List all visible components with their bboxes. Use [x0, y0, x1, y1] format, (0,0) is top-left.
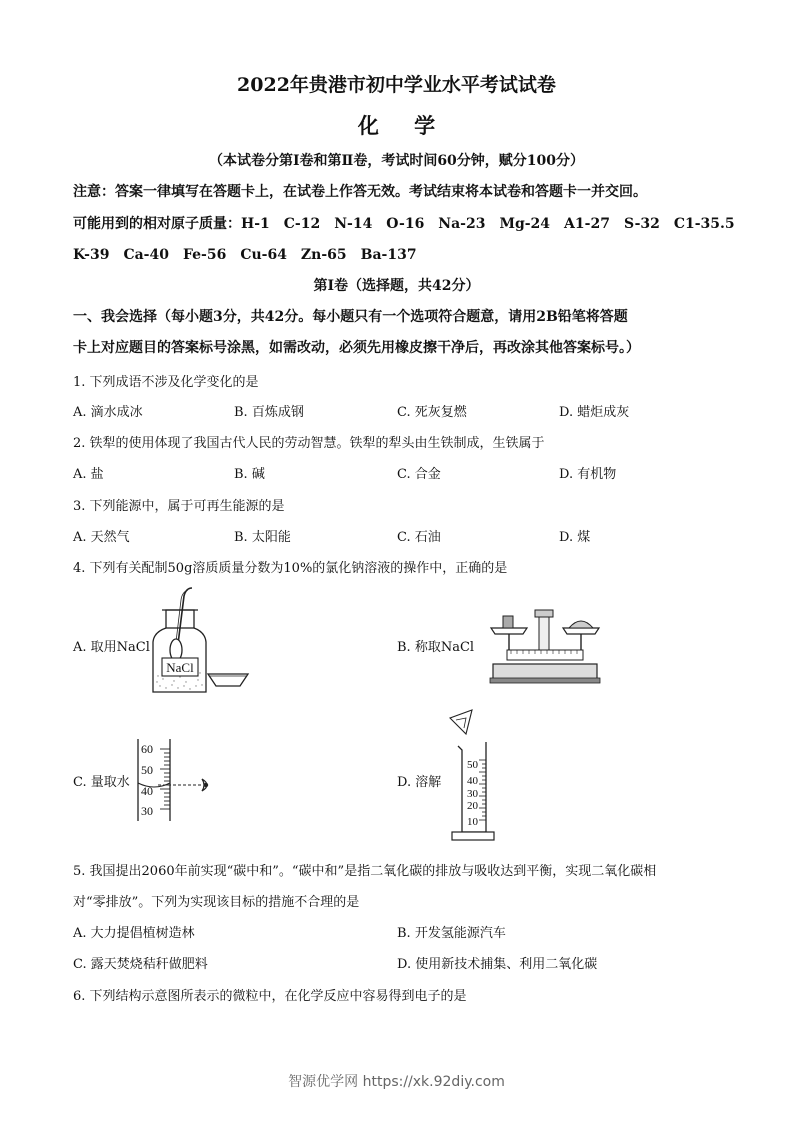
cylinder-d-tick-40: 40: [467, 775, 478, 787]
question-4-option-b[interactable]: B. 称取NaCl: [397, 640, 475, 655]
section-instruction-line-2: 卡上对应题目的答案标号涂黑，如需改动，必须先用橡皮擦干净后，再改涂其他答案标号。）: [73, 340, 640, 356]
cylinder-d-tick-10: 10: [467, 816, 478, 828]
part-title: 第Ⅰ卷（选择题，共42分）: [313, 278, 480, 294]
question-2-stem: 2. 铁犁的使用体现了我国古代人民的劳动智慧。铁犁的犁头由生铁制成，生铁属于: [73, 436, 545, 451]
right-pan-icon: [563, 628, 599, 634]
balance-base-icon: [493, 664, 597, 680]
salt-pile-icon: [569, 621, 593, 628]
atomic-mass-line-2: K-39 Ca-40 Fe-56 Cu-64 Zn-65 Ba-137: [73, 247, 417, 263]
cylinder-d-tick-30: 30: [467, 788, 478, 800]
weight-icon: [503, 616, 513, 628]
cylinder-d-tick-50: 50: [467, 759, 478, 771]
question-3-option-b[interactable]: B. 太阳能: [234, 530, 291, 545]
question-4-option-c[interactable]: C. 量取水: [73, 775, 130, 790]
footer-watermark: 智源优学网 https://xk.92diy.com: [288, 1074, 505, 1090]
question-3-stem: 3. 下列能源中，属于可再生能源的是: [73, 499, 285, 514]
question-2-option-c[interactable]: C. 合金: [397, 467, 441, 482]
question-2-option-d[interactable]: D. 有机物: [559, 467, 617, 482]
section-instruction-line-1: 一、我会选择（每小题3分，共42分。每小题只有一个选项符合题意，请用2B铅笔将答题: [73, 309, 628, 325]
question-5-option-d[interactable]: D. 使用新技术捕集、利用二氧化碳: [397, 957, 598, 972]
bottle-label-text: NaCl: [166, 660, 194, 675]
balance-figure: [487, 604, 603, 686]
exam-notice: 注意：答案一律填写在答题卡上，在试卷上作答无效。考试结束将本试卷和答题卡一并交回。: [73, 184, 647, 200]
spoon-handle-icon: [178, 588, 192, 644]
cylinder-c-tick-40: 40: [141, 784, 153, 798]
cylinder-d-tick-20: 20: [467, 800, 478, 812]
question-1-stem: 1. 下列成语不涉及化学变化的是: [73, 375, 259, 390]
cylinder-c-figure: [136, 737, 220, 825]
question-2-option-a[interactable]: A. 盐: [73, 467, 104, 482]
question-3-option-c[interactable]: C. 石油: [397, 530, 441, 545]
bottle-figure: [148, 584, 258, 696]
cylinder-c-tick-50: 50: [141, 763, 153, 777]
question-3-option-d[interactable]: D. 煤: [559, 530, 591, 545]
question-1-option-a[interactable]: A. 滴水成冰: [73, 405, 143, 420]
exam-title: 2022年贵港市初中学业水平考试试卷: [237, 74, 556, 96]
question-5-option-c[interactable]: C. 露天焚烧秸秆做肥料: [73, 957, 208, 972]
question-4-option-d[interactable]: D. 溶解: [397, 775, 442, 790]
question-2-option-b[interactable]: B. 碱: [234, 467, 265, 482]
cylinder-c-tick-60: 60: [141, 742, 153, 756]
exam-info: （本试卷分第Ⅰ卷和第Ⅱ卷，考试时间60分钟，赋分100分）: [208, 153, 585, 169]
question-5-option-b[interactable]: B. 开发氢能源汽车: [397, 926, 506, 941]
question-4-stem: 4. 下列有关配制50g溶质质量分数为10%的氯化钠溶液的操作中，正确的是: [73, 561, 508, 576]
exam-subject: 化 学: [357, 113, 450, 138]
question-5-stem-line-1: 5. 我国提出2060年前实现“碳中和”。“碳中和”是指二氧化碳的排放与吸收达到平衡，实现二氧化碳相: [73, 864, 657, 879]
question-5-stem-line-2: 对“零排放”。下列为实现该目标的措施不合理的是: [73, 895, 360, 910]
paper-icon: [450, 710, 472, 734]
left-pan-icon: [491, 628, 527, 634]
atomic-mass-line-1: 可能用到的相对原子质量：H-1 C-12 N-14 O-16 Na-23 Mg-24 A1-27 S-32 C1-35.5: [73, 216, 735, 232]
question-1-option-d[interactable]: D. 蜡炬成灰: [559, 405, 630, 420]
question-3-option-a[interactable]: A. 天然气: [73, 530, 130, 545]
question-1-option-b[interactable]: B. 百炼成钢: [234, 405, 304, 420]
question-6-stem: 6. 下列结构示意图所表示的微粒中，在化学反应中容易得到电子的是: [73, 989, 467, 1004]
cylinder-c-tick-30: 30: [141, 804, 153, 818]
question-5-option-a[interactable]: A. 大力提倡植树造林: [73, 926, 195, 941]
cylinder-d-figure: [448, 708, 498, 844]
question-4-option-a[interactable]: A. 取用NaCl: [73, 640, 150, 655]
question-1-option-c[interactable]: C. 死灰复燃: [397, 405, 467, 420]
